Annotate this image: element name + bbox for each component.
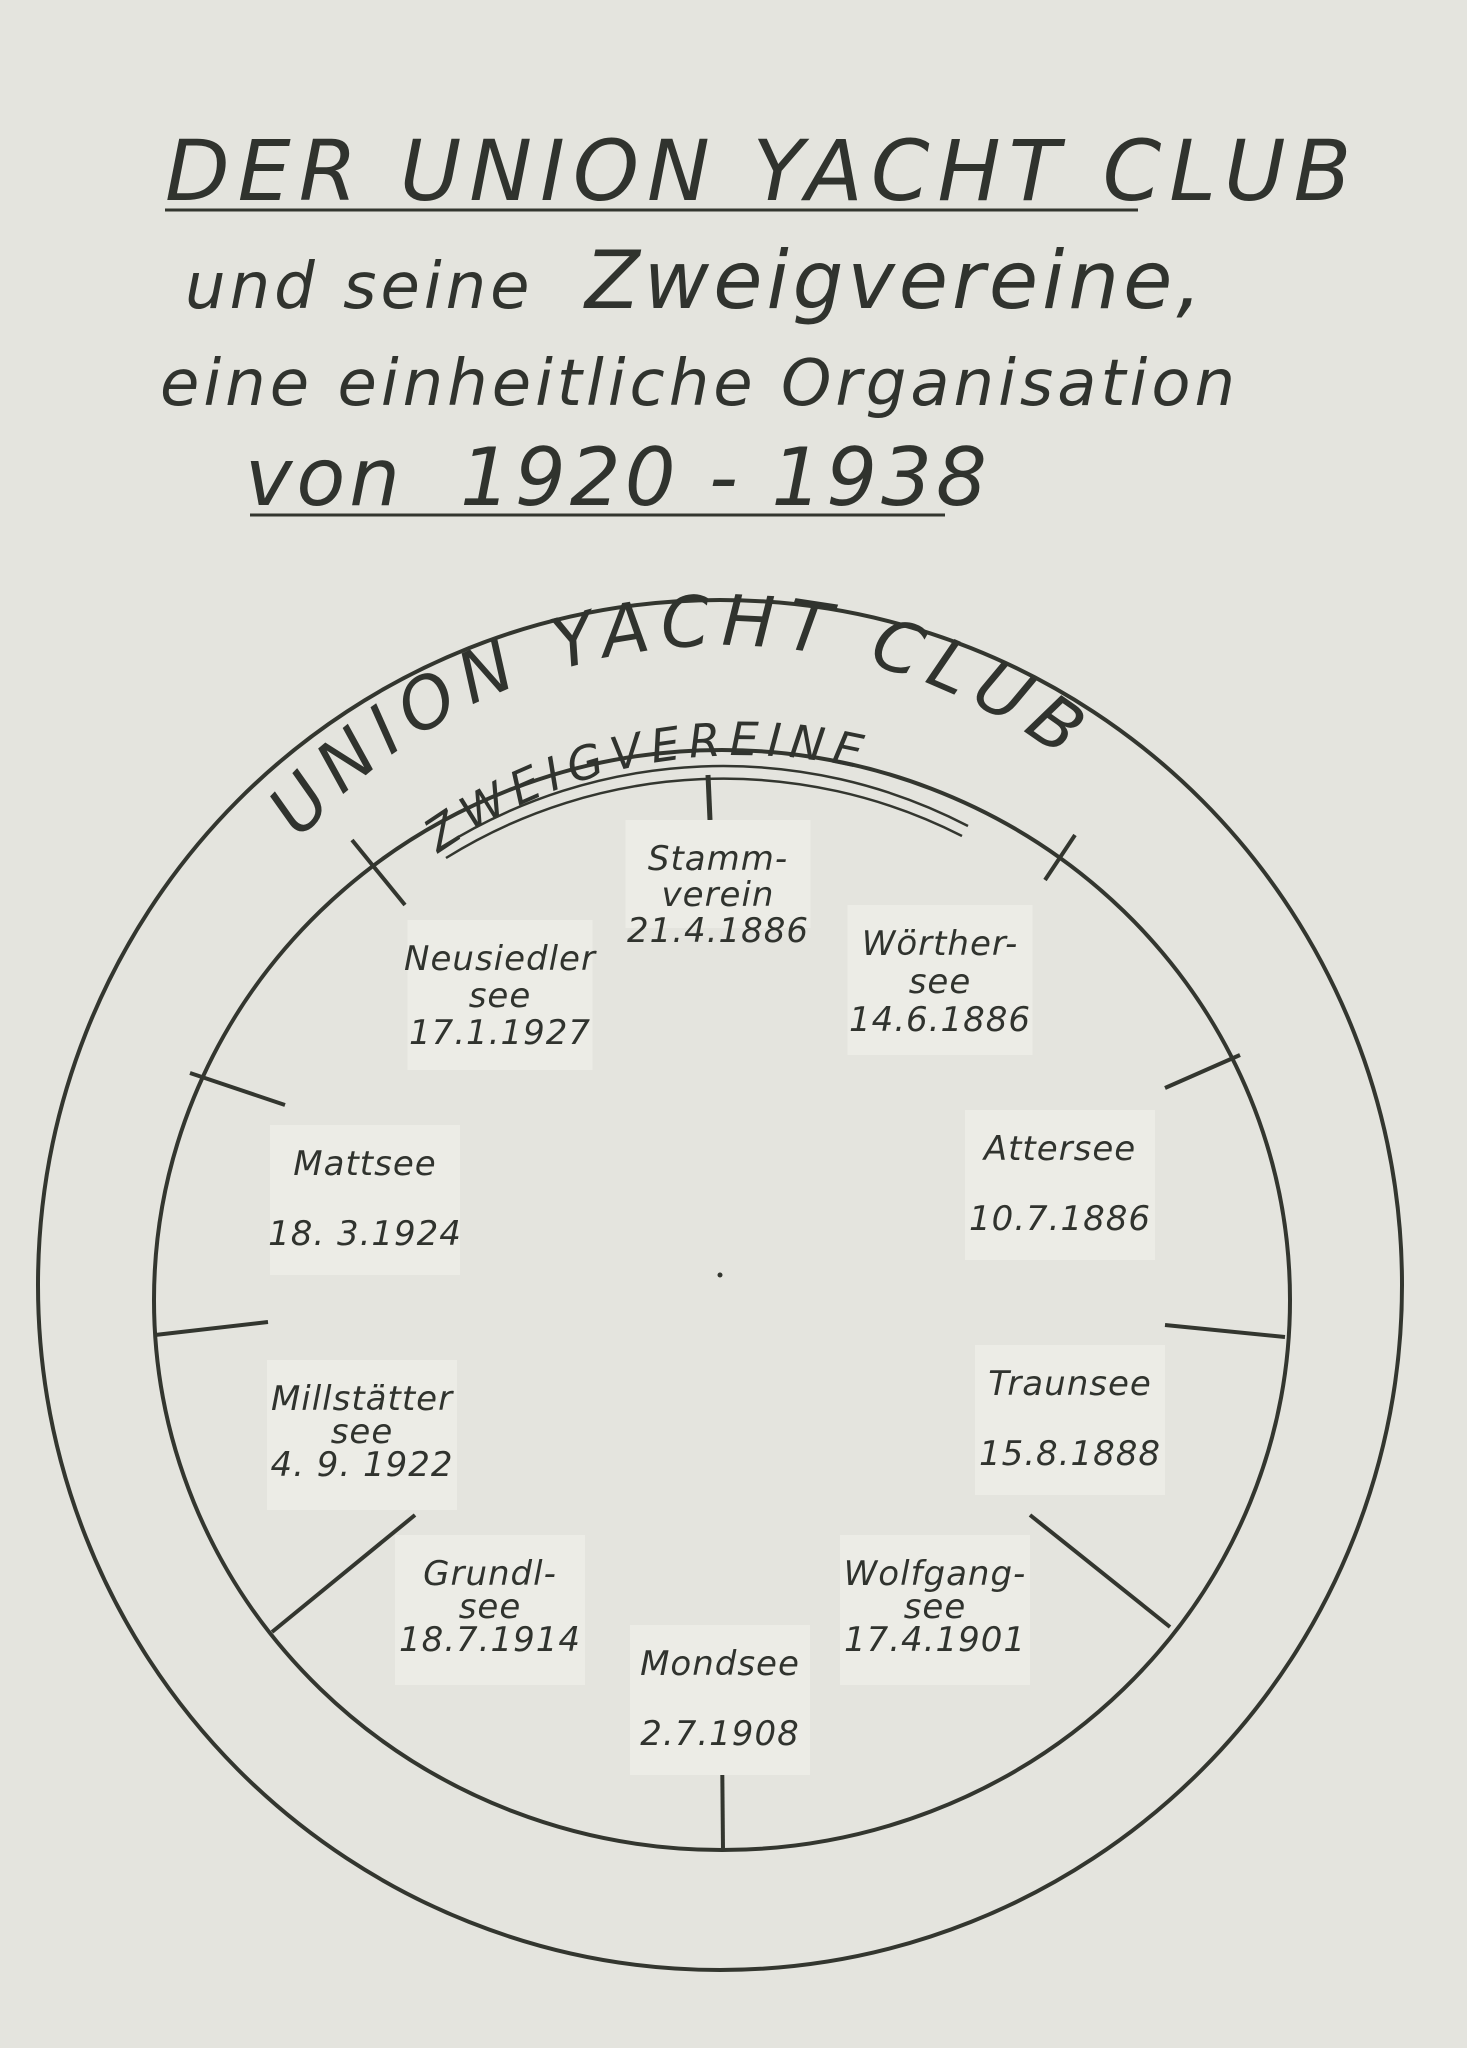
club-name-line: Millstätter [270,1379,454,1419]
center-dot [718,1273,723,1278]
page-title: DER UNION YACHT CLUB [165,122,1360,220]
subtitle-emphasis: Zweigvereine, [585,234,1206,327]
spoke-bottom-right [1030,1515,1170,1627]
club-name-line: Neusiedler [404,939,596,979]
club-mondsee [630,1625,810,1775]
club-woerthersee [848,905,1033,1055]
club-name-line: Attersee [983,1129,1137,1169]
club-millstaettersee [267,1360,457,1510]
club-name-line: see [330,1412,394,1452]
club-cards [267,820,1165,1775]
club-name-line: see [903,1587,967,1627]
club-name-line: see [908,962,972,1002]
club-name-line: see [458,1587,522,1627]
club-stammverein [626,820,811,951]
club-founding-date: 17.4.1901 [843,1620,1027,1660]
club-neusiedlersee [404,920,597,1070]
club-attersee [965,1110,1155,1260]
club-name-line: verein [661,875,775,915]
subtitle-years: 1920 - 1938 [460,431,991,524]
club-founding-date: 18.7.1914 [398,1620,582,1660]
ring-label: UNION YACHT CLUB [252,579,1108,852]
club-name-line: Grundl- [423,1554,557,1594]
subtitle-von: von [245,431,404,524]
club-name-line: Mondsee [640,1644,800,1684]
club-mattsee [268,1125,462,1275]
club-name-line: Wörther- [861,924,1019,964]
club-traunsee [975,1345,1165,1495]
club-wolfgangsee [840,1535,1030,1685]
club-founding-date: 18. 3.1924 [268,1214,462,1254]
club-founding-date: 4. 9. 1922 [270,1445,454,1485]
subtitle-prefix: und seine [185,250,534,324]
club-founding-date: 21.4.1886 [626,911,810,951]
spoke-bottom-left [272,1515,415,1632]
spoke-left-upper [190,1073,285,1105]
club-name-line: see [468,976,532,1016]
club-founding-date: 14.6.1886 [848,1000,1032,1040]
spoke-right-upper [1165,1055,1240,1088]
spoke-top-right [1045,835,1075,880]
club-founding-date: 10.7.1886 [968,1199,1152,1239]
header [160,122,1359,524]
club-name-line: Mattsee [293,1144,437,1184]
subtitle-line-3: eine einheitliche Organisation [160,347,1240,421]
club-name-line: Stamm- [647,839,789,879]
club-founding-date: 2.7.1908 [640,1714,800,1754]
club-founding-date: 15.8.1888 [978,1434,1162,1474]
club-name-line: Wolfgang- [843,1554,1027,1594]
spoke-top [708,775,710,820]
club-grundlsee [395,1535,585,1685]
inner-ring-label: ZWEIGVEREINE [414,712,876,863]
club-founding-date: 17.1.1927 [408,1013,592,1053]
spoke-left-lower [155,1322,268,1335]
club-name-line: Traunsee [988,1364,1152,1404]
spoke-right-lower [1165,1325,1285,1337]
